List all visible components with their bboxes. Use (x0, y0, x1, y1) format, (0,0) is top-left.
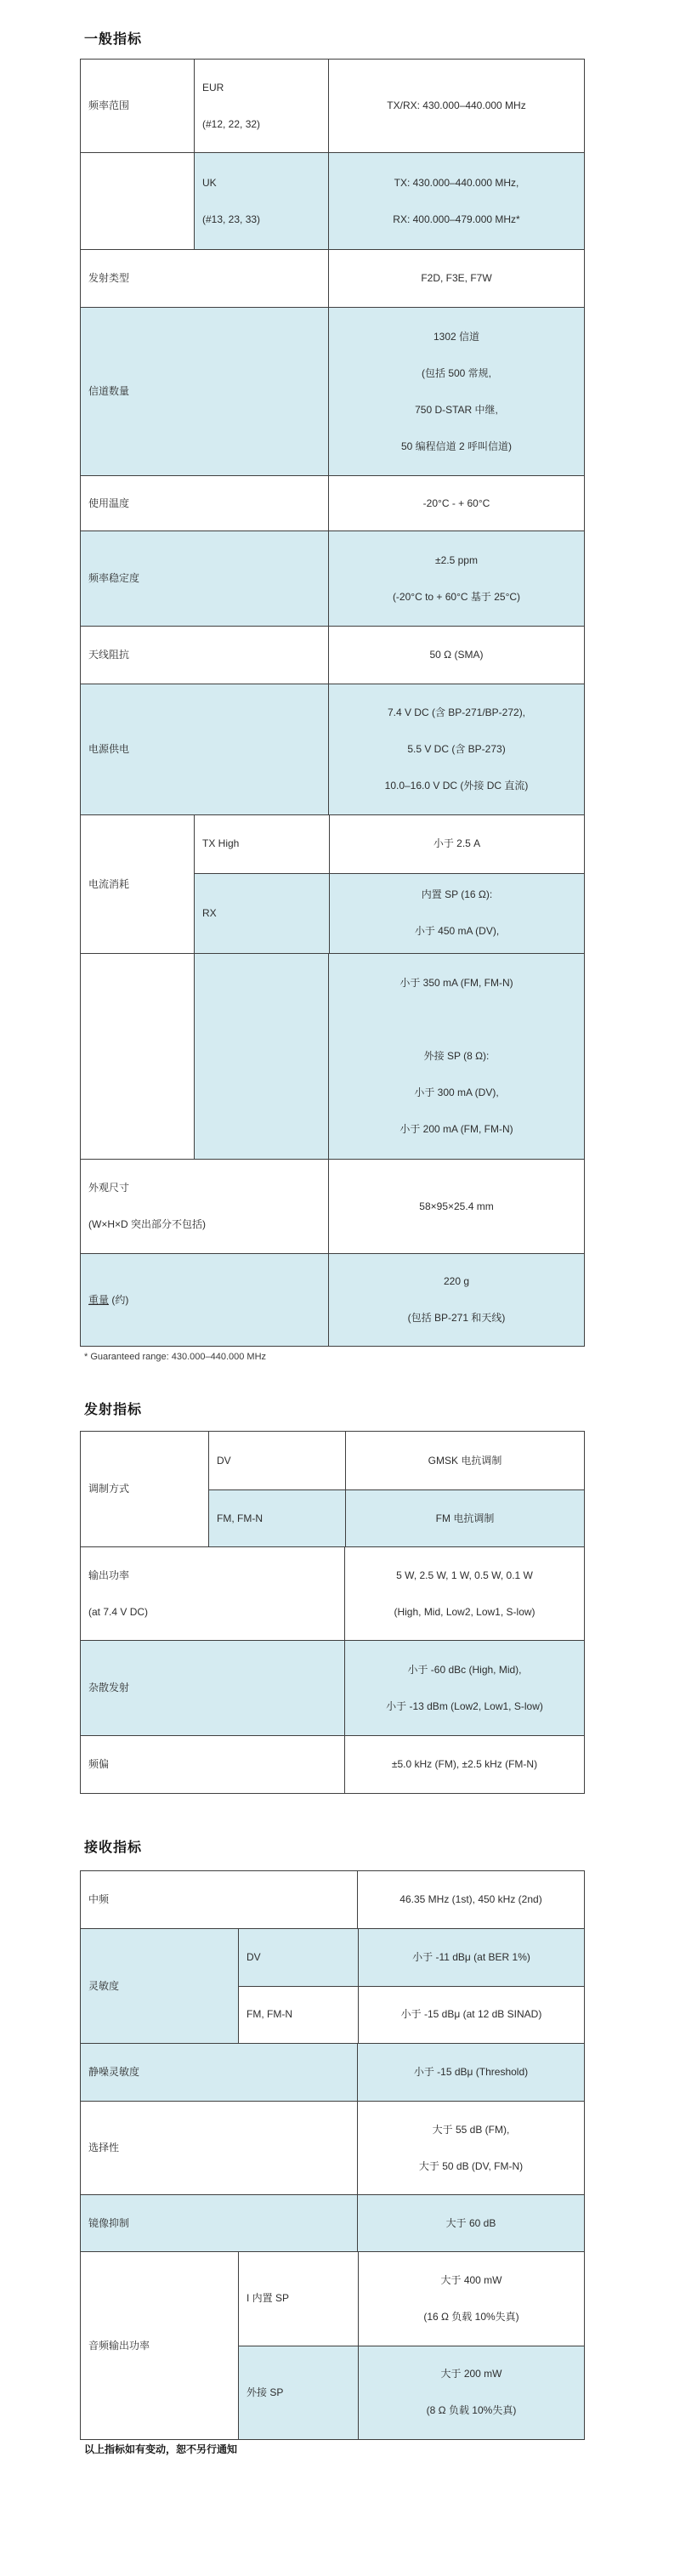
text-line: 50 编程信道 2 呼叫信道) (400, 440, 513, 452)
weight-label-cell (81, 1254, 328, 1346)
dimensions-value-cell (328, 1160, 584, 1253)
text-line: (包括 BP-271 和天线) (407, 1312, 506, 1324)
empty-label-cell (81, 954, 194, 1159)
power-supply-label-cell (81, 684, 328, 814)
text-line: 频率稳定度 (88, 572, 140, 584)
text-line: RX: 400.000–479.000 MHz* (393, 213, 520, 225)
text-line: TX: 430.000–440.000 MHz, (394, 176, 519, 189)
text-line: 10.0–16.0 V DC (外接 DC 直流) (384, 780, 529, 792)
external-speaker-label-cell (239, 2346, 358, 2440)
text-line: 中频 (88, 1893, 110, 1905)
row-current-drain-continued (81, 953, 584, 1159)
frequency-stability-value-cell (328, 531, 584, 626)
text-line: 灵敏度 (88, 1979, 120, 1992)
if-label-cell (81, 1871, 357, 1928)
internal-speaker-label-cell (239, 2252, 358, 2346)
text-line: (#12, 22, 32) (202, 117, 261, 130)
eur-version-cell (194, 60, 328, 152)
row-frequency-range-eur (81, 60, 584, 152)
row-antenna-impedance (81, 626, 584, 684)
text-line: 大于 50 dB (DV, FM-N) (418, 2159, 524, 2172)
dv-value-cell (345, 1432, 584, 1489)
text-line: ±5.0 kHz (FM), ±2.5 kHz (FM-N) (391, 1758, 538, 1770)
text-line: 5.5 V DC (含 BP-273) (407, 743, 506, 755)
text-line: 46.35 MHz (1st), 450 kHz (2nd) (400, 1893, 542, 1905)
row-weight (81, 1253, 584, 1346)
text-line: 杂散发射 (88, 1682, 130, 1694)
text-line: 750 D-STAR 中继, (415, 403, 498, 416)
row-intermediate-frequency (81, 1871, 584, 1928)
text-line: (约) (109, 1293, 129, 1306)
text-line: I 内置 SP (246, 2292, 290, 2305)
text-line: 5 W, 2.5 W, 1 W, 0.5 W, 0.1 W (396, 1569, 533, 1581)
text-line: 频偏 (88, 1758, 110, 1770)
frequency-stability-label-cell (81, 531, 328, 626)
sensitivity-subrows (238, 1929, 584, 2043)
subrow-fm (209, 1489, 584, 1546)
text-line: EUR (202, 81, 224, 94)
emission-type-value-cell (328, 250, 584, 307)
deviation-label-cell (81, 1736, 344, 1793)
text-line: 外接 SP (246, 2386, 284, 2398)
text-line: 小于 450 mA (DV), (414, 925, 500, 938)
text-line: 小于 350 mA (FM, FM-N) (400, 977, 513, 989)
sensitivity-label-cell (81, 1929, 238, 2043)
transmitter-spec-table (80, 1431, 585, 1794)
operating-temperature-label-cell (81, 476, 328, 531)
text-line: DV (246, 1950, 261, 1963)
af-output-label-cell (81, 2252, 238, 2439)
guaranteed-range-footnote: * Guaranteed range: 430.000–440.000 MHz (84, 1352, 267, 1362)
text-line: (High, Mid, Low2, Low1, S-low) (394, 1605, 536, 1618)
row-selectivity (81, 2101, 584, 2194)
text-line: 选择性 (88, 2142, 120, 2153)
row-af-output-power (81, 2251, 584, 2439)
text-line: ±2.5 ppm (435, 553, 478, 566)
if-value-cell (357, 1871, 584, 1928)
text-line: F2D, F3E, F7W (421, 272, 492, 284)
rx-label-cell (195, 874, 329, 953)
row-output-power (81, 1546, 584, 1640)
channel-count-label-cell (81, 308, 328, 475)
row-emission-type (81, 249, 584, 307)
squelch-value-cell (357, 2044, 584, 2101)
sensitivity-fm-value-cell (358, 1987, 584, 2044)
text-line: 小于 2.5 A (433, 837, 481, 850)
text-line: 大于 55 dB (FM), (432, 2123, 510, 2136)
receiver-section-title: 接收指标 (84, 1841, 143, 1855)
text-line: (16 Ω 负载 10%失真) (423, 2310, 519, 2323)
row-dimensions (81, 1159, 584, 1253)
row-frequency-range-uk (81, 152, 584, 249)
subrow-rx (195, 873, 584, 953)
text-line: 电源供电 (88, 743, 130, 755)
rx-value-cell (329, 874, 584, 953)
sensitivity-dv-value-cell (358, 1929, 584, 1986)
antenna-impedance-label-cell (81, 627, 328, 684)
sensitivity-fm-label-cell (239, 1987, 358, 2044)
external-speaker-value-cell (358, 2346, 584, 2440)
modulation-label-cell (81, 1432, 208, 1546)
image-rejection-label-cell (81, 2195, 357, 2251)
text-line: 静噪灵敏度 (88, 2066, 140, 2078)
modulation-subrows (208, 1432, 584, 1546)
sensitivity-dv-label-cell (239, 1929, 358, 1986)
text-line: 58×95×25.4 mm (419, 1200, 494, 1212)
text-line: 发射类型 (88, 272, 130, 284)
row-frequency-deviation (81, 1735, 584, 1793)
text-line: 天线阻抗 (88, 649, 130, 661)
spurious-label-cell (81, 1641, 344, 1735)
weight-label (88, 1294, 128, 1307)
internal-speaker-value-cell (358, 2252, 584, 2346)
fm-label-cell (209, 1490, 345, 1546)
row-current-drain (81, 814, 584, 953)
row-frequency-stability (81, 531, 584, 626)
dv-label-cell (209, 1432, 345, 1489)
text-line: 外接 SP (8 Ω): (423, 1050, 490, 1062)
eur-frequency-value-cell (328, 60, 584, 152)
output-power-label-cell (81, 1547, 344, 1640)
text-line: DV (217, 1454, 231, 1467)
text-line: UK (202, 176, 217, 189)
text-line: (-20°C to + 60°C 基于 25°C) (392, 590, 521, 603)
text-line: FM, FM-N (217, 1512, 263, 1524)
antenna-impedance-value-cell (328, 627, 584, 684)
selectivity-value-cell (357, 2102, 584, 2194)
text-line: 220 g (443, 1275, 470, 1287)
squelch-label-cell (81, 2044, 357, 2101)
text-line: 大于 60 dB (445, 2216, 496, 2229)
power-supply-value-cell (328, 684, 584, 814)
text-line: 大于 400 mW (440, 2273, 502, 2286)
tx-high-label-cell (195, 815, 329, 873)
text-line: RX (202, 906, 217, 919)
text-line: 1302 信道 (433, 330, 480, 343)
text-line: 7.4 V DC (含 BP-271/BP-272), (387, 706, 526, 718)
output-power-value-cell (344, 1547, 584, 1640)
text-line: -20°C - + 60°C (422, 496, 490, 509)
spurious-value-cell (344, 1641, 584, 1735)
text-line: 调制方式 (88, 1483, 130, 1495)
row-modulation (81, 1432, 584, 1546)
af-output-subrows (238, 2252, 584, 2439)
text-line: 小于 -60 dBc (High, Mid), (407, 1663, 522, 1676)
frequency-range-label: 频率范围 (88, 99, 130, 111)
row-spurious-emissions (81, 1640, 584, 1735)
general-section-title: 一般指标 (84, 32, 143, 47)
subrow-internal-speaker (239, 2252, 584, 2346)
subrow-sensitivity-fm (239, 1986, 584, 2044)
fm-value-cell (345, 1490, 584, 1546)
transmitter-section-title: 发射指标 (84, 1403, 143, 1417)
text-line: 使用温度 (88, 496, 130, 509)
text-line: 外观尺寸 (88, 1182, 130, 1194)
operating-temperature-value-cell (328, 476, 584, 531)
dimensions-label-cell (81, 1160, 328, 1253)
text-line: 输出功率 (88, 1569, 130, 1581)
general-spec-table (80, 59, 585, 1347)
text-line: GMSK 电抗调制 (428, 1454, 502, 1467)
text-line: 小于 -15 dBμ (at 12 dB SINAD) (400, 2008, 542, 2021)
text-line: FM, FM-N (246, 2008, 292, 2021)
text-line: (at 7.4 V DC) (88, 1605, 149, 1618)
frequency-range-label-cell (81, 60, 194, 152)
text-line: 音频输出功率 (88, 2339, 150, 2352)
disclaimer-footer: 以上指标如有变动，恕不另行通知 (84, 2443, 238, 2455)
text-line: (8 Ω 负载 10%失真) (426, 2404, 517, 2417)
current-drain-subrows (194, 815, 584, 953)
uk-version-cell (194, 153, 328, 249)
rx-value-continued-cell (328, 954, 584, 1159)
text-line: TX High (202, 837, 240, 850)
weight-value-cell (328, 1254, 584, 1346)
deviation-value-cell (344, 1736, 584, 1793)
text-line: 小于 -13 dBm (Low2, Low1, S-low) (386, 1699, 543, 1712)
text-line: 重量 (88, 1293, 110, 1306)
text-line: 50 Ω (SMA) (429, 649, 484, 661)
row-channel-count (81, 307, 584, 475)
receiver-spec-table (80, 1870, 585, 2440)
subrow-sensitivity-dv (239, 1929, 584, 1986)
current-drain-label-cell (81, 815, 194, 953)
emission-type-label-cell (81, 250, 328, 307)
text-line: 大于 200 mW (440, 2368, 502, 2380)
tx-high-value-cell (329, 815, 584, 873)
selectivity-label-cell (81, 2102, 357, 2194)
text-line: TX/RX: 430.000–440.000 MHz (387, 99, 526, 111)
row-squelch-sensitivity (81, 2043, 584, 2101)
subrow-dv (209, 1432, 584, 1489)
uk-frequency-value-cell (328, 153, 584, 249)
subrow-external-speaker (239, 2346, 584, 2440)
empty-sub-cell (194, 954, 328, 1159)
row-sensitivity (81, 1928, 584, 2043)
text-line: (#13, 23, 33) (202, 213, 261, 225)
row-operating-temperature (81, 475, 584, 531)
text-line: (W×H×D 突出部分不包括) (88, 1218, 207, 1230)
text-line: 信道数量 (88, 385, 130, 397)
subrow-tx-high (195, 815, 584, 873)
row-image-rejection (81, 2194, 584, 2251)
text-line: 电流消耗 (88, 877, 130, 890)
text-line: 小于 -15 dBμ (Threshold) (413, 2066, 529, 2078)
image-rejection-value-cell (357, 2195, 584, 2251)
text-line: 小于 -11 dBμ (at BER 1%) (412, 1950, 530, 1963)
text-line: 镜像抑制 (88, 2216, 130, 2229)
channel-count-value-cell (328, 308, 584, 475)
text-line: (包括 500 常规, (421, 366, 492, 379)
text-line: 小于 300 mA (DV), (414, 1087, 499, 1098)
empty-label-cell (81, 153, 194, 249)
text-line: 小于 200 mA (FM, FM-N) (400, 1123, 513, 1135)
text-line: FM 电抗调制 (435, 1512, 495, 1524)
row-power-supply (81, 684, 584, 814)
text-line: 内置 SP (16 Ω): (421, 888, 493, 901)
